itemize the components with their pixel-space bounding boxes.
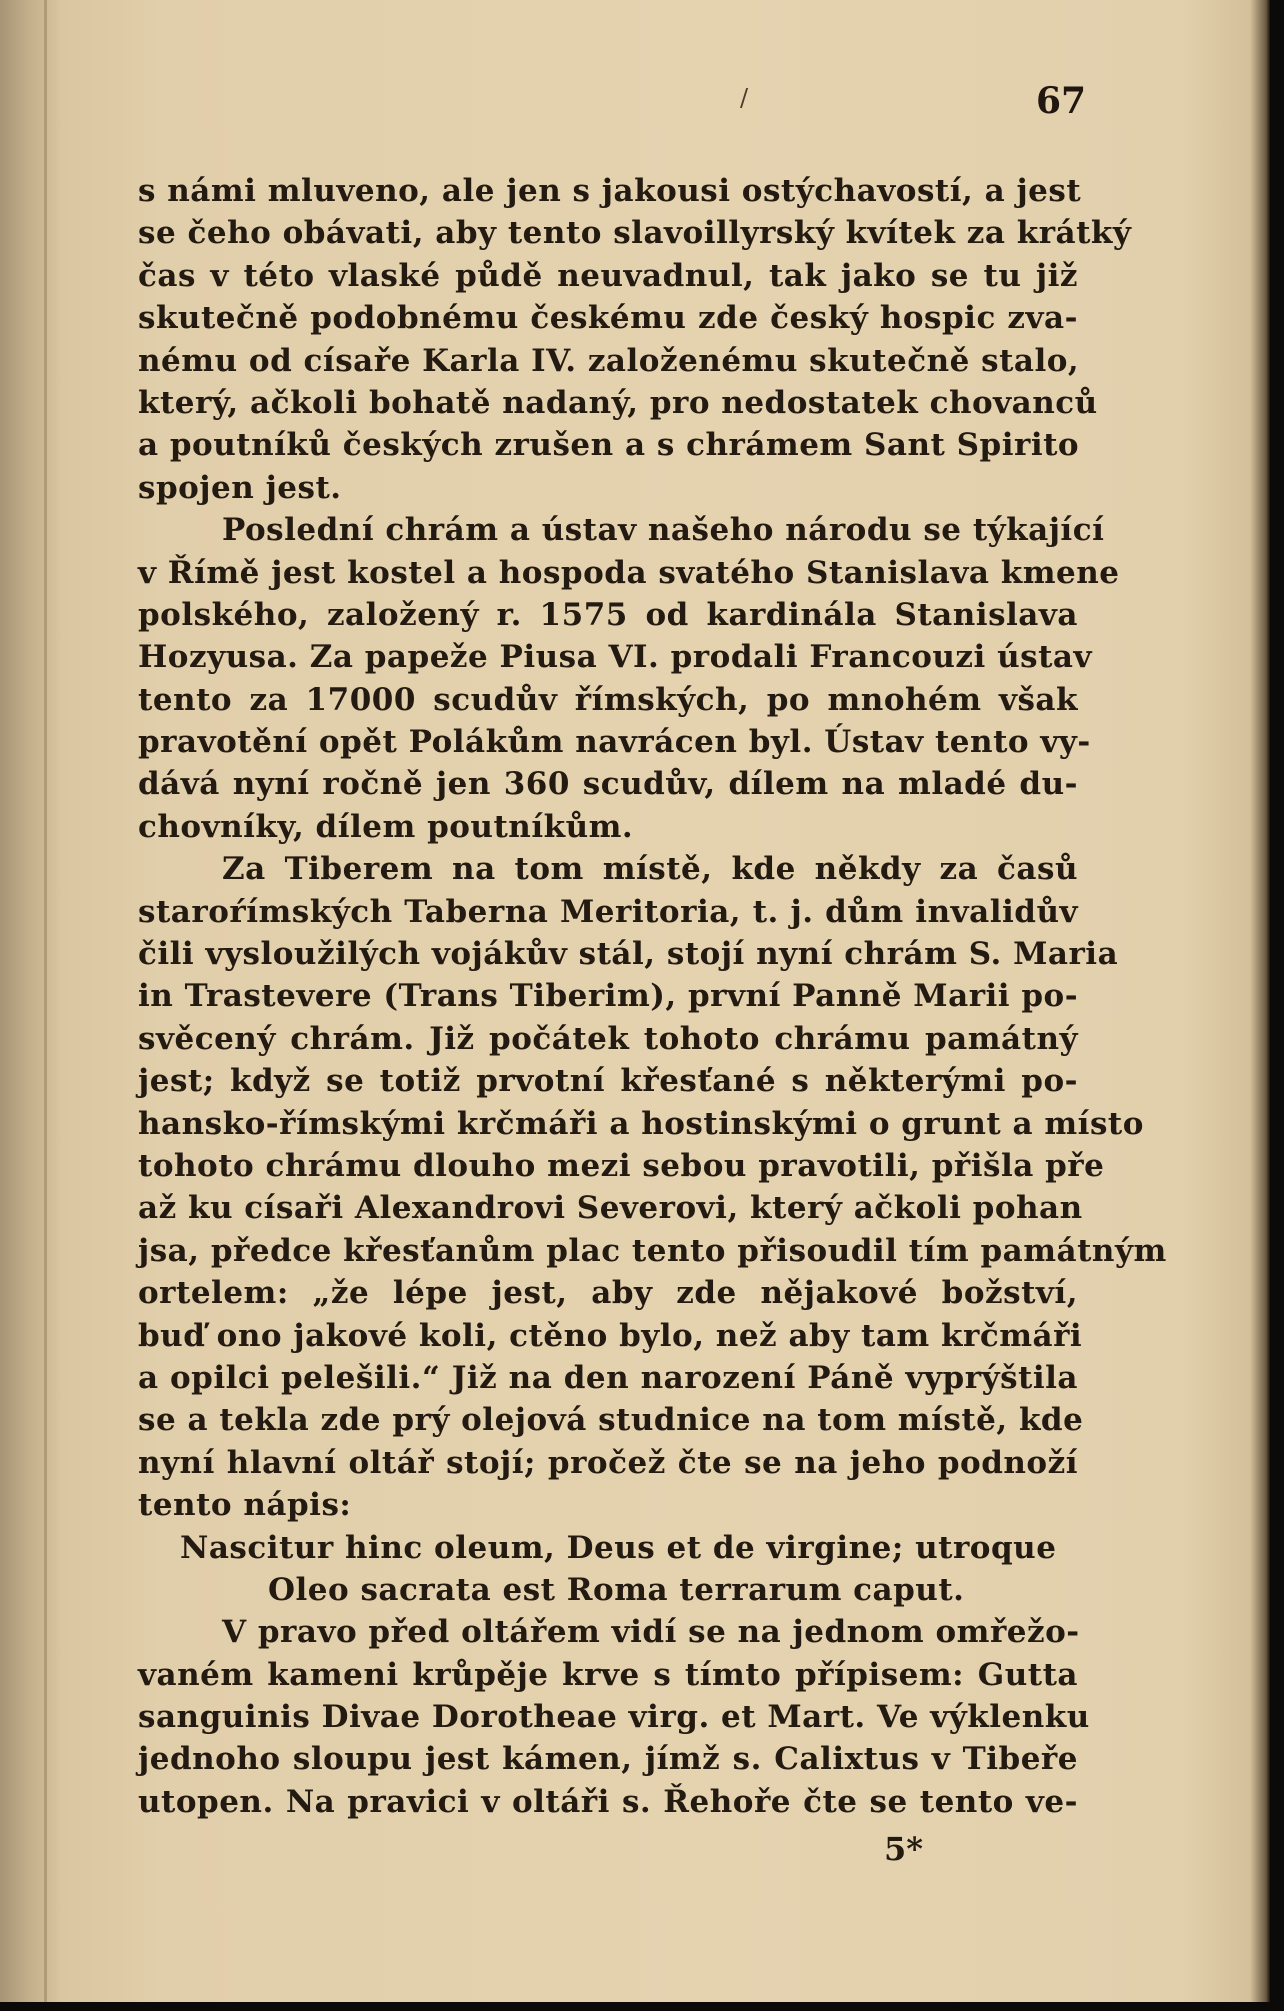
- text-line: se čeho obávati, aby tento slavoillyrský kvítek za krátký: [138, 215, 1132, 252]
- latin-verse-line: Oleo sacrata est Roma terrarum caput.: [268, 1571, 965, 1608]
- text-line: nyní hlavní oltář stojí; pročež čte se na jeho podnoží: [138, 1444, 1078, 1481]
- text-line: jednoho sloupu jest kámen, jímž s. Calixtus v Tibeře: [138, 1741, 1078, 1778]
- text-line: který, ačkoli bohatě nadaný, pro nedostatek chovanců: [138, 384, 1098, 421]
- text-line: Hozyusa. Za papeže Piusa VI. prodali Francouzi ústav: [138, 639, 1093, 676]
- text-line: sanguinis Divae Dorotheae virg. et Mart. Ve výklenku: [138, 1699, 1090, 1736]
- paragraph-start: Poslední chrám a ústav našeho národu se týkající: [222, 512, 1105, 549]
- text-line: dává nyní ročně jen 360 scudův, dílem na mladé du-: [138, 766, 1078, 803]
- text-line: vaném kameni krůpěje krve s tímto přípisem: Gutta: [138, 1656, 1078, 1693]
- gutter-line: [44, 0, 47, 2002]
- text-line: a opilci pelešili.“ Již na den narození Páně vyprýštila: [138, 1359, 1078, 1396]
- text-line: staroŕímských Taberna Meritoria, t. j. dům invalidův: [138, 893, 1078, 930]
- text-line: ortelem: „že lépe jest, aby zde nějakové božství,: [138, 1275, 1078, 1312]
- text-line: hansko-římskými krčmáři a hostinskými o grunt a místo: [138, 1105, 1144, 1142]
- text-line: polského, založený r. 1575 od kardinála Stanislava: [138, 596, 1078, 633]
- text-line: in Trastevere (Trans Tiberim), první Panně Marii po-: [138, 978, 1079, 1015]
- text-line: chovníky, dílem poutníkům.: [138, 808, 634, 845]
- text-line: jest; když se totiž prvotní křesťané s některými po-: [138, 1063, 1078, 1100]
- signature-mark: 5*: [884, 1830, 923, 1868]
- text-line: tohoto chrámu dlouho mezi sebou pravotili, přišla pře: [138, 1147, 1105, 1184]
- text-line: jsa, předce křesťanům plac tento přisoudil tím památným: [138, 1232, 1167, 1269]
- text-line: tento za 17000 scudův římských, po mnohém však: [138, 681, 1078, 718]
- text-line: svěcený chrám. Již počátek tohoto chrámu památný: [138, 1020, 1078, 1057]
- text-line: pravotění opět Polákům navrácen byl. Ústav tento vy-: [138, 724, 1091, 761]
- text-line: se a tekla zde prý olejová studnice na tom místě, kde: [138, 1402, 1084, 1439]
- text-line: buď ono jakové koli, ctěno bylo, než aby tam krčmáři: [138, 1317, 1083, 1354]
- latin-verse-line: Nascitur hinc oleum, Deus et de virgine; utroque: [180, 1529, 1057, 1566]
- text-line: s námi mluveno, ale jen s jakousi ostýchavostí, a jest: [138, 173, 1082, 209]
- page-number: 67: [1036, 80, 1087, 122]
- text-line: utopen. Na pravici v oltáři s. Řehoře čte se tento ve-: [138, 1783, 1078, 1820]
- text-line: skutečně podobnému českému zde český hospic zva-: [138, 300, 1078, 337]
- paragraph-start: V pravo před oltářem vidí se na jednom omřežo-: [222, 1614, 1080, 1651]
- text-line: v Římě jest kostel a hospoda svatého Stanislava kmene: [138, 554, 1120, 591]
- page-binding-shadow: [0, 0, 62, 2002]
- paragraph-start: Za Tiberem na tom místě, kde někdy za časů: [222, 851, 1078, 888]
- body-text: [138, 170, 1167, 1823]
- text-line: tento nápis:: [138, 1487, 352, 1524]
- text-line: čas v této vlaské půdě neuvadnul, tak jako se tu již: [138, 257, 1078, 294]
- text-line: čili vysloužilých vojákův stál, stojí nyní chrám S. Maria: [138, 936, 1119, 973]
- text-line: spojen jest.: [138, 469, 342, 506]
- text-line: nému od císaře Karla IV. založenému skutečně stalo,: [138, 342, 1080, 379]
- text-line: až ku císaři Alexandrovi Severovi, který ačkoli pohan: [138, 1190, 1083, 1227]
- margin-mark: /: [740, 84, 749, 112]
- text-line: a poutníků českých zrušen a s chrámem Sant Spirito: [138, 427, 1080, 464]
